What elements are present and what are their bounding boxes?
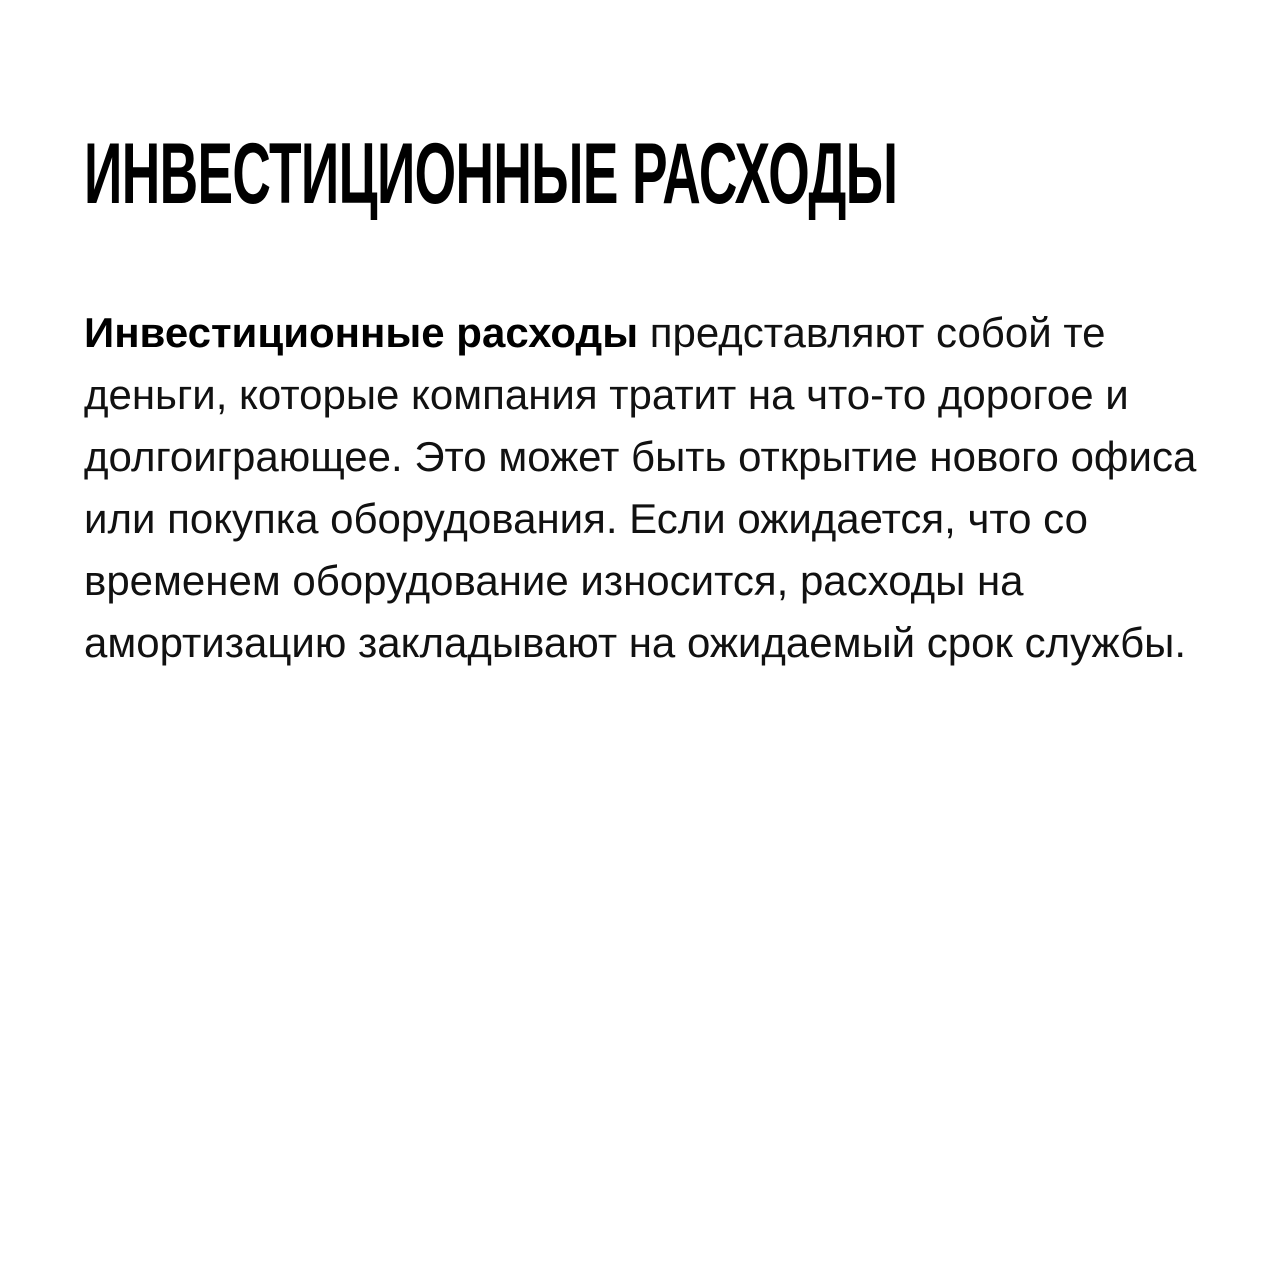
paragraph-text: представляют собой те деньги, которые компания тратит на что-то дорогое и долгоиграющее. Это может быть открытие нового офиса или покупка оборудования. Если ожидается, что со временем оборудование износится, расходы на амортизацию закладывают на ожидаемый срок службы. (84, 309, 1197, 666)
page-title: ИНВЕСТИЦИОННЫЕ РАСХОДЫ (84, 126, 898, 222)
paragraph-lead: Инвестиционные расходы (84, 309, 639, 356)
body-paragraph (84, 302, 1244, 674)
